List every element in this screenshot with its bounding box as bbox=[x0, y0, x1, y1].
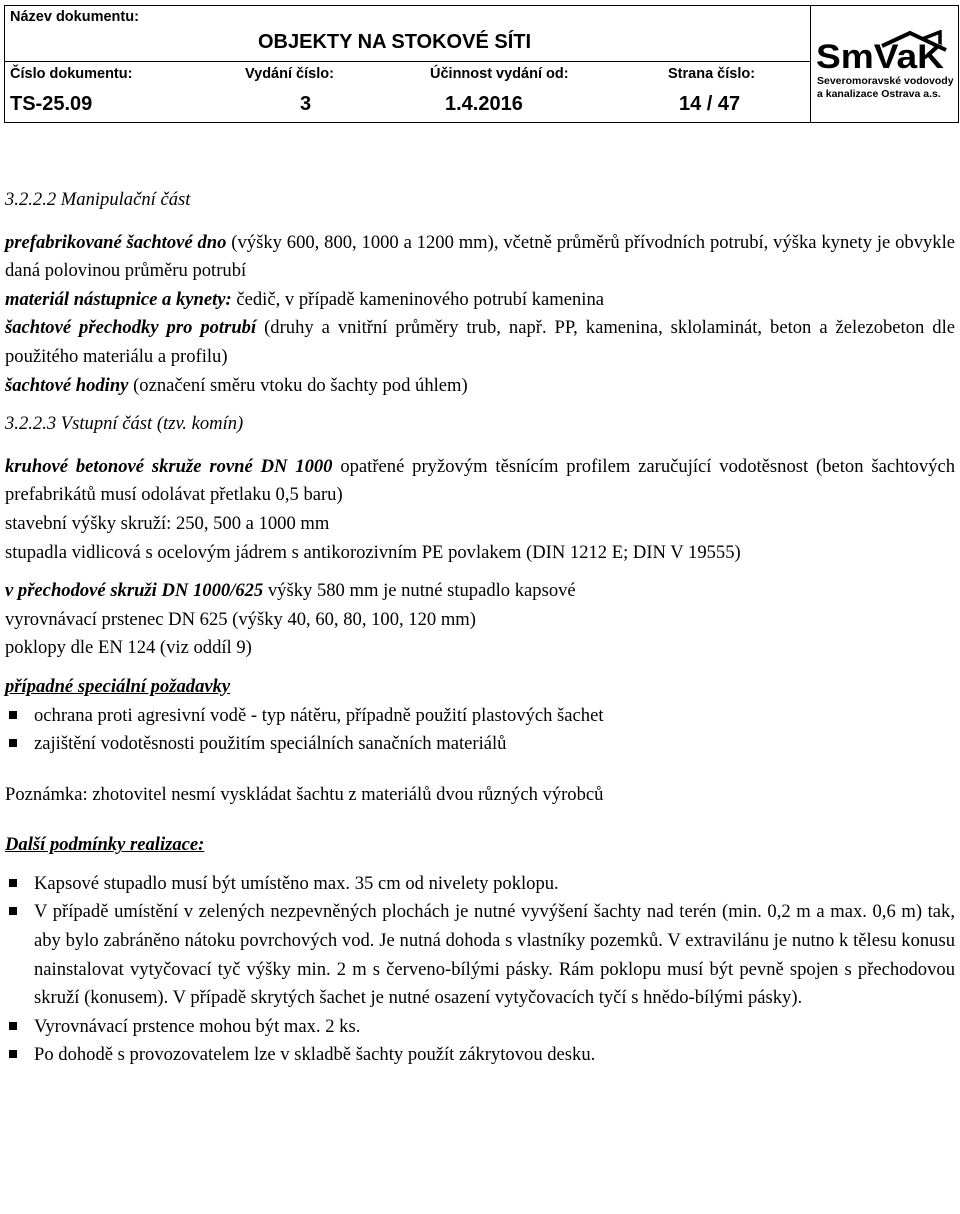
doc-number-label: Číslo dokumentu: bbox=[10, 66, 133, 82]
effective-value: 1.4.2016 bbox=[445, 93, 523, 115]
paragraph-transition bbox=[5, 577, 955, 606]
effective-label: Účinnost vydání od: bbox=[430, 66, 569, 82]
bullet-square-icon bbox=[9, 739, 17, 747]
term-clock: šachtové hodiny bbox=[5, 374, 129, 396]
text-transition: výšky 580 mm je nutné stupadlo kapsové bbox=[263, 580, 576, 602]
paragraph-covers: poklopy dle EN 124 (viz oddíl 9) bbox=[5, 637, 252, 659]
section-heading-entry: 3.2.2.3 Vstupní část (tzv. komín) bbox=[5, 413, 244, 435]
paragraph-rings bbox=[5, 453, 955, 510]
list-item-text: Kapsové stupadlo musí být umístěno max. 35 cm od nivelety poklopu. bbox=[34, 872, 559, 894]
term-shaft-bottom: prefabrikované šachtové dno bbox=[5, 231, 227, 253]
text-material: čedič, v případě kameninového potrubí kamenina bbox=[231, 288, 604, 310]
list-item bbox=[5, 1041, 955, 1070]
term-material: materiál nástupnice a kynety: bbox=[5, 288, 232, 310]
svg-text:SmVaK: SmVaK bbox=[816, 38, 945, 74]
section-heading-manipulation: 3.2.2.2 Manipulační část bbox=[5, 189, 191, 210]
text-clock: (označení směru vtoku do šachty pod úhlem) bbox=[128, 374, 468, 396]
paragraph-ring-adjust: vyrovnávací prstenec DN 625 (výšky 40, 60, 80, 100, 120 mm) bbox=[5, 608, 476, 630]
document-body bbox=[5, 186, 955, 1070]
list-item-text: V případě umístění v zelených nezpevněných plochách je nutné vyvýšení šachty nad terén (min. 0,2 m a max. 0,6 m) tak, aby bylo zabráněno nátoku povrchových vod. Je nutná dohoda s vlastníky pozemků. V extravilánu je nutno k tělesu konusu nainstalovat vytyčovací tyč výšky min. 2 m s červeno-bílými pásky. Rám poklopu musí být pevně spojen s přechodovou skruží (konusem). V případě skrytých šachet je nutné osazení vytyčovacích tyčí s hnědo-bílými pásky). bbox=[34, 901, 955, 1009]
term-transition: v přechodové skruži DN 1000/625 bbox=[5, 580, 264, 602]
bullet-square-icon bbox=[9, 711, 17, 719]
list-item bbox=[5, 870, 955, 899]
list-item bbox=[5, 1013, 955, 1042]
bullet-square-icon bbox=[9, 1022, 17, 1030]
list-item-text: zajištění vodotěsnosti použitím speciálních sanačních materiálů bbox=[34, 733, 507, 755]
page-value: 14 / 47 bbox=[679, 93, 741, 115]
list-item bbox=[5, 730, 955, 759]
paragraph-adapters bbox=[5, 314, 955, 371]
text-rings: opatřené pryžovým těsnícím profilem zaručující vodotěsnost (beton šachtových prefabrikátů musí odolávat přetlaku 0,5 baru) bbox=[5, 455, 956, 506]
term-adapters: šachtové přechodky pro potrubí bbox=[5, 317, 257, 339]
logo-line-1: Severomoravské vodovody bbox=[817, 75, 954, 87]
paragraph-heights: stavební výšky skruží: 250, 500 a 1000 mm bbox=[5, 512, 330, 534]
paragraph-steps: stupadla vidlicová s ocelovým jádrem s antikorozivním PE povlakem (DIN 1212 E; DIN V 19555) bbox=[5, 541, 741, 563]
issue-label: Vydání číslo: bbox=[245, 66, 334, 82]
list-item-text: Po dohodě s provozovatelem lze v skladbě šachty použít zákrytovou desku. bbox=[34, 1044, 596, 1066]
page-label: Strana číslo: bbox=[668, 66, 756, 82]
list-item bbox=[5, 702, 955, 731]
bullet-square-icon bbox=[9, 907, 17, 915]
paragraph-clock bbox=[5, 372, 955, 401]
text-shaft-bottom: (výšky 600, 800, 1000 a 1200 mm), včetně průměrů přívodních potrubí, výška kynety je obvykle daná polovinou průměru potrubí bbox=[5, 231, 956, 282]
text-adapters: (druhy a vnitřní průměry trub, např. PP, kamenina, sklolaminát, beton a železobeton dle použitého materiálu a profilu) bbox=[5, 317, 955, 367]
list-item-text: ochrana proti agresivní vodě - typ nátěru, případně použití plastových šachet bbox=[34, 704, 604, 726]
list-item-text: Vyrovnávací prstence mohou být max. 2 ks. bbox=[34, 1015, 361, 1037]
doc-number: TS-25.09 bbox=[10, 93, 93, 115]
doc-name-label: Název dokumentu: bbox=[10, 9, 139, 25]
term-rings: kruhové betonové skruže rovné DN 1000 bbox=[5, 455, 333, 477]
section-heading-further: Další podmínky realizace: bbox=[5, 834, 205, 856]
list-item bbox=[5, 898, 955, 1012]
smvak-logo bbox=[814, 30, 954, 110]
logo-line-2: a kanalizace Ostrava a.s. bbox=[817, 88, 941, 100]
paragraph-material bbox=[5, 286, 955, 315]
header-logo-divider bbox=[810, 6, 811, 122]
issue-value: 3 bbox=[300, 93, 312, 115]
header-divider bbox=[5, 61, 810, 62]
section-heading-special: případné speciální požadavky bbox=[5, 675, 231, 697]
paragraph-shaft-bottom bbox=[5, 229, 955, 286]
smvak-logo-mark bbox=[814, 30, 954, 74]
note-paragraph: Poznámka: zhotovitel nesmí vyskládat šachtu z materiálů dvou různých výrobců bbox=[5, 783, 604, 805]
bullet-square-icon bbox=[9, 879, 17, 887]
doc-title: OBJEKTY NA STOKOVÉ SÍTI bbox=[258, 31, 532, 53]
bullet-square-icon bbox=[9, 1050, 17, 1058]
